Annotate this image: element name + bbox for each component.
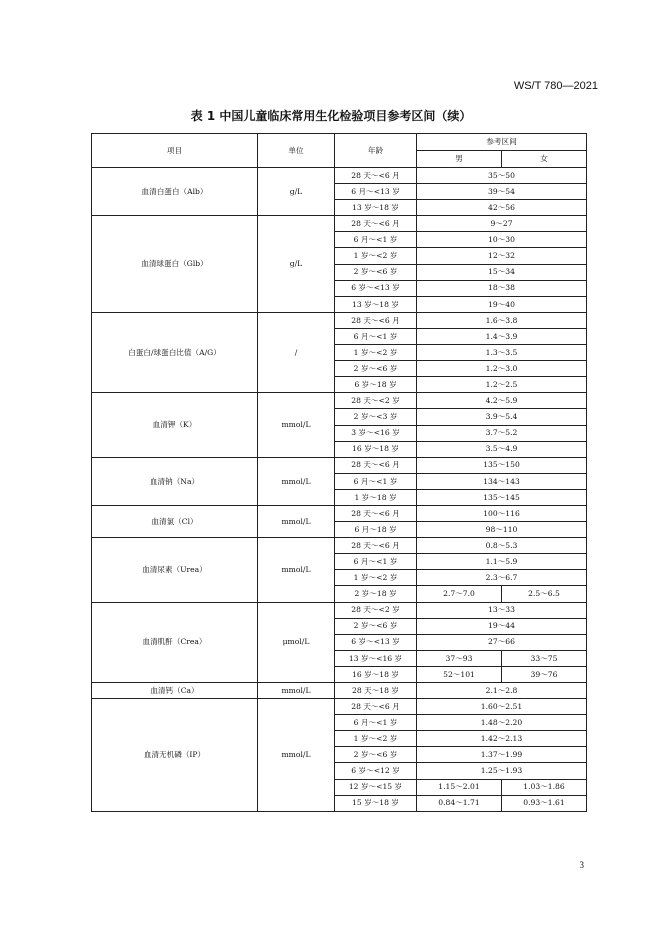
unit-cell: mmol/L <box>258 683 335 699</box>
item-name-cell: 血清无机磷（IP） <box>92 699 258 812</box>
item-name-cell: 血清白蛋白（Alb） <box>92 168 258 216</box>
age-range-cell: 15 岁～18 岁 <box>335 795 417 811</box>
reference-value-cell: 134～143 <box>417 473 587 489</box>
male-value-cell: 2.7～7.0 <box>417 586 502 602</box>
item-name-cell: 血清钾（K） <box>92 393 258 457</box>
reference-value-cell: 98～110 <box>417 522 587 538</box>
age-range-cell: 6 岁～<12 岁 <box>335 763 417 779</box>
age-range-cell: 28 天～<6 月 <box>335 168 417 184</box>
reference-value-cell: 1.48～2.20 <box>417 715 587 731</box>
age-range-cell: 28 天～<6 月 <box>335 457 417 473</box>
header-ref-range: 参考区间 <box>417 134 587 151</box>
male-value-cell: 52～101 <box>417 666 502 682</box>
age-range-cell: 13 岁～18 岁 <box>335 200 417 216</box>
age-range-cell: 2 岁～<6 岁 <box>335 618 417 634</box>
reference-value-cell: 100～116 <box>417 505 587 521</box>
reference-value-cell: 9～27 <box>417 216 587 232</box>
unit-cell: / <box>258 312 335 392</box>
table-row <box>92 457 587 473</box>
male-value-cell: 1.15～2.01 <box>417 779 502 795</box>
header-male: 男 <box>417 151 502 168</box>
reference-value-cell: 10～30 <box>417 232 587 248</box>
age-range-cell: 2 岁～18 岁 <box>335 586 417 602</box>
table-row <box>92 699 587 715</box>
age-range-cell: 6 月～<1 岁 <box>335 328 417 344</box>
reference-value-cell: 1.4～3.9 <box>417 328 587 344</box>
age-range-cell: 28 天～<6 月 <box>335 505 417 521</box>
age-range-cell: 28 天～<6 月 <box>335 699 417 715</box>
reference-value-cell: 1.60～2.51 <box>417 699 587 715</box>
age-range-cell: 1 岁～<2 岁 <box>335 570 417 586</box>
male-value-cell: 0.84～1.71 <box>417 795 502 811</box>
table-row <box>92 393 587 409</box>
item-name-cell: 血清肌酐（Crea） <box>92 602 258 682</box>
age-range-cell: 28 天～<2 岁 <box>335 602 417 618</box>
age-range-cell: 6 岁～18 岁 <box>335 377 417 393</box>
age-range-cell: 2 岁～<6 岁 <box>335 264 417 280</box>
age-range-cell: 2 岁～<6 岁 <box>335 747 417 763</box>
reference-value-cell: 27～66 <box>417 634 587 650</box>
table-row <box>92 312 587 328</box>
age-range-cell: 6 岁～<13 岁 <box>335 280 417 296</box>
age-range-cell: 6 月～<1 岁 <box>335 473 417 489</box>
reference-value-cell: 1.2～3.0 <box>417 361 587 377</box>
age-range-cell: 28 天～<6 月 <box>335 538 417 554</box>
reference-value-cell: 3.5～4.9 <box>417 441 587 457</box>
age-range-cell: 6 月～18 岁 <box>335 522 417 538</box>
age-range-cell: 1 岁～<2 岁 <box>335 731 417 747</box>
female-value-cell: 33～75 <box>502 650 587 666</box>
table-row <box>92 216 587 232</box>
reference-value-cell: 12～32 <box>417 248 587 264</box>
age-range-cell: 3 岁～<16 岁 <box>335 425 417 441</box>
age-range-cell: 6 月～<1 岁 <box>335 232 417 248</box>
age-range-cell: 6 岁～<13 岁 <box>335 634 417 650</box>
table-row <box>92 538 587 554</box>
age-range-cell: 1 岁～18 岁 <box>335 489 417 505</box>
table-row <box>92 602 587 618</box>
item-name-cell: 血清钙（Ca） <box>92 683 258 699</box>
age-range-cell: 6 月～<13 岁 <box>335 184 417 200</box>
reference-value-cell: 135～145 <box>417 489 587 505</box>
age-range-cell: 6 月～<1 岁 <box>335 715 417 731</box>
reference-value-cell: 1.2～2.5 <box>417 377 587 393</box>
age-range-cell: 6 月～<1 岁 <box>335 554 417 570</box>
age-range-cell: 1 岁～<2 岁 <box>335 345 417 361</box>
item-name-cell: 血清球蛋白（Glb） <box>92 216 258 313</box>
header-age: 年龄 <box>335 134 417 168</box>
female-value-cell: 1.03～1.86 <box>502 779 587 795</box>
table-row <box>92 505 587 521</box>
female-value-cell: 2.5～6.5 <box>502 586 587 602</box>
reference-value-cell: 135～150 <box>417 457 587 473</box>
table-body <box>92 168 587 812</box>
reference-value-cell: 19～40 <box>417 296 587 312</box>
age-range-cell: 16 岁～18 岁 <box>335 441 417 457</box>
table-title: 表 1 中国儿童临床常用生化检验项目参考区间（续） <box>190 109 472 123</box>
age-range-cell: 16 岁～18 岁 <box>335 666 417 682</box>
reference-value-cell: 15～34 <box>417 264 587 280</box>
age-range-cell: 28 天～<2 岁 <box>335 393 417 409</box>
item-name-cell: 白蛋白/球蛋白比值（A/G） <box>92 312 258 392</box>
reference-value-cell: 3.9～5.4 <box>417 409 587 425</box>
unit-cell: mmol/L <box>258 699 335 812</box>
reference-value-cell: 42～56 <box>417 200 587 216</box>
reference-value-cell: 2.1～2.8 <box>417 683 587 699</box>
table-row <box>92 683 587 699</box>
unit-cell: μmol/L <box>258 602 335 682</box>
age-range-cell: 28 天～<6 月 <box>335 216 417 232</box>
header-unit: 单位 <box>258 134 335 168</box>
unit-cell: mmol/L <box>258 538 335 602</box>
age-range-cell: 13 岁～<16 岁 <box>335 650 417 666</box>
male-value-cell: 37～93 <box>417 650 502 666</box>
age-range-cell: 1 岁～<2 岁 <box>335 248 417 264</box>
female-value-cell: 39～76 <box>502 666 587 682</box>
age-range-cell: 12 岁～<15 岁 <box>335 779 417 795</box>
unit-cell: g/L <box>258 168 335 216</box>
item-name-cell: 血清氯（Cl） <box>92 505 258 537</box>
reference-value-cell: 2.3～6.7 <box>417 570 587 586</box>
age-range-cell: 2 岁～<6 岁 <box>335 361 417 377</box>
unit-cell: mmol/L <box>258 393 335 457</box>
age-range-cell: 28 天～<6 月 <box>335 312 417 328</box>
reference-value-cell: 4.2～5.9 <box>417 393 587 409</box>
header-item: 项目 <box>92 134 258 168</box>
reference-value-cell: 1.3～3.5 <box>417 345 587 361</box>
item-name-cell: 血清钠（Na） <box>92 457 258 505</box>
reference-value-cell: 1.42～2.13 <box>417 731 587 747</box>
unit-cell: mmol/L <box>258 505 335 537</box>
age-range-cell: 2 岁～<3 岁 <box>335 409 417 425</box>
age-range-cell: 13 岁～18 岁 <box>335 296 417 312</box>
reference-value-cell: 3.7～5.2 <box>417 425 587 441</box>
reference-value-cell: 13～33 <box>417 602 587 618</box>
reference-value-cell: 1.25～1.93 <box>417 763 587 779</box>
unit-cell: mmol/L <box>258 457 335 505</box>
reference-value-cell: 19～44 <box>417 618 587 634</box>
document-code: WS/T 780—2021 <box>513 80 598 92</box>
page-number: 3 <box>579 860 584 870</box>
reference-value-cell: 1.6～3.8 <box>417 312 587 328</box>
female-value-cell: 0.93～1.61 <box>502 795 587 811</box>
table-row <box>92 168 587 184</box>
reference-value-cell: 1.37～1.99 <box>417 747 587 763</box>
unit-cell: g/L <box>258 216 335 313</box>
header-female: 女 <box>502 151 587 168</box>
reference-value-cell: 0.8～5.3 <box>417 538 587 554</box>
age-range-cell: 28 天～18 岁 <box>335 683 417 699</box>
reference-value-cell: 18～38 <box>417 280 587 296</box>
reference-value-cell: 1.1～5.9 <box>417 554 587 570</box>
reference-interval-table <box>91 133 587 812</box>
item-name-cell: 血清尿素（Urea） <box>92 538 258 602</box>
reference-value-cell: 35～50 <box>417 168 587 184</box>
reference-value-cell: 39～54 <box>417 184 587 200</box>
